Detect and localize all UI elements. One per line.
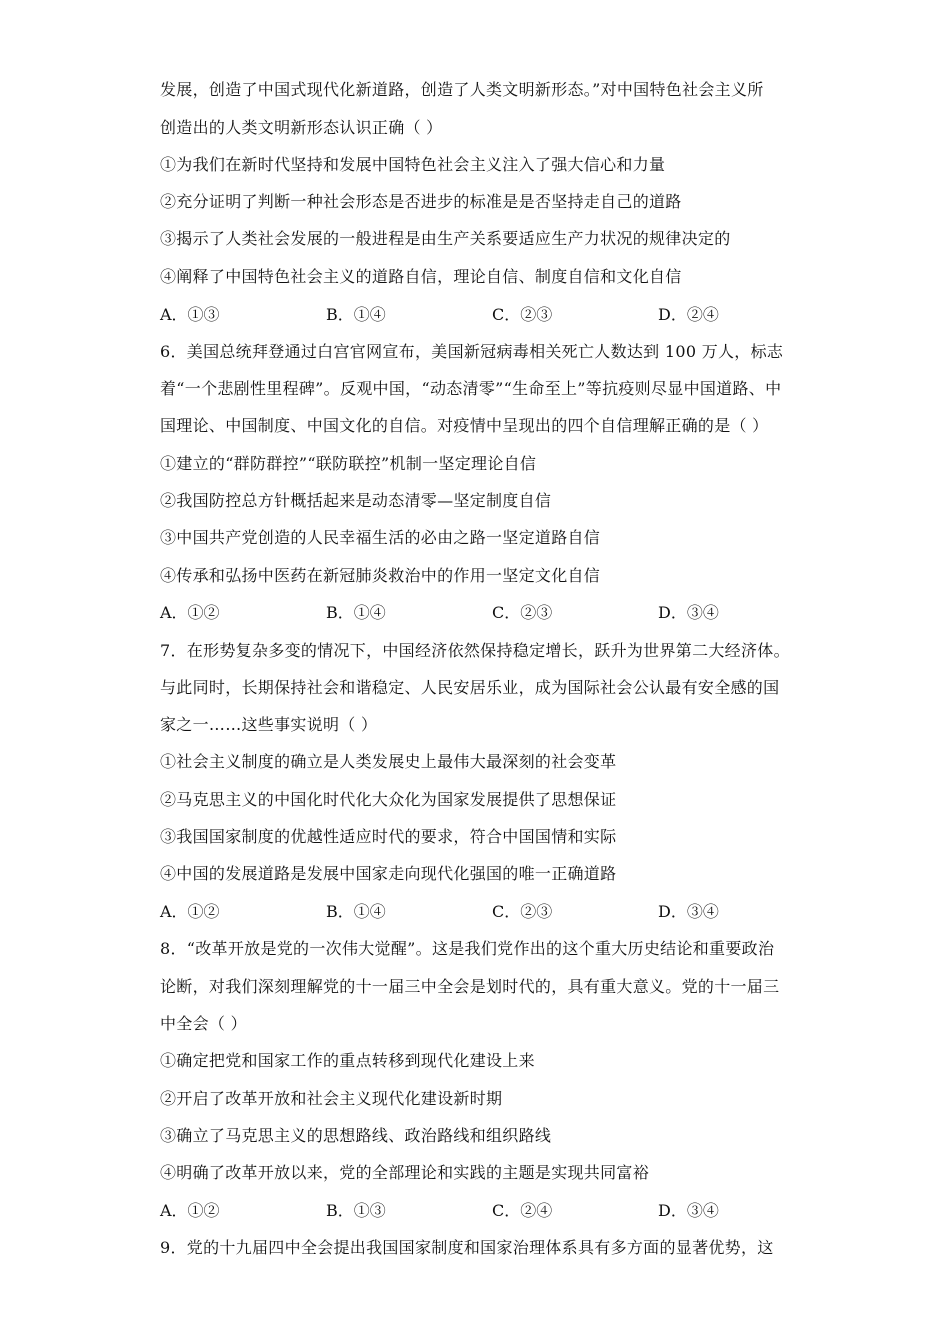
q5-line-1: 发展，创造了中国式现代化新道路，创造了人类文明新形态。”对中国特色社会主义所 bbox=[160, 80, 764, 99]
q5-option-d[interactable]: D．②④ bbox=[658, 305, 719, 324]
q7-option-b[interactable]: B．①④ bbox=[326, 902, 386, 921]
q7-statement-1: ①社会主义制度的确立是人类发展史上最伟大最深刻的社会变革 bbox=[160, 752, 617, 771]
q8-line-1: 8．“改革开放是党的一次伟大觉醒”。这是我们党作出的这个重大历史结论和重要政治 bbox=[160, 939, 775, 958]
q7-option-d[interactable]: D．③④ bbox=[658, 902, 719, 921]
q5-line-2: 创造出的人类文明新形态认识正确（ ） bbox=[160, 118, 443, 137]
q6-option-a[interactable]: A．①② bbox=[160, 603, 220, 622]
q8-statement-4: ④明确了改革开放以来，党的全部理论和实践的主题是实现共同富裕 bbox=[160, 1163, 650, 1182]
q5-option-c[interactable]: C．②③ bbox=[492, 305, 553, 324]
q6-options bbox=[160, 603, 800, 623]
q6-statement-1: ①建立的“群防群控”“联防联控”机制一坚定理论自信 bbox=[160, 454, 537, 473]
q8-statement-3: ③确立了马克思主义的思想路线、政治路线和组织路线 bbox=[160, 1126, 552, 1145]
q8-option-a[interactable]: A．①② bbox=[160, 1201, 220, 1220]
q7-line-1: 7．在形势复杂多变的情况下，中国经济依然保持稳定增长，跃升为世界第二大经济体。 bbox=[160, 641, 790, 660]
q8-option-d[interactable]: D．③④ bbox=[658, 1201, 719, 1220]
q5-options bbox=[160, 305, 800, 325]
q5-option-b[interactable]: B．①④ bbox=[326, 305, 386, 324]
q5-statement-3: ③揭示了人类社会发展的一般进程是由生产关系要适应生产力状况的规律决定的 bbox=[160, 229, 731, 248]
q8-options bbox=[160, 1201, 800, 1221]
q6-line-3: 国理论、中国制度、中国文化的自信。对疫情中呈现出的四个自信理解正确的是（ ） bbox=[160, 416, 769, 435]
q8-option-c[interactable]: C．②④ bbox=[492, 1201, 553, 1220]
q6-line-2: 着“一个悲剧性里程碑”。反观中国，“动态清零”“生命至上”等抗疫则尽显中国道路、中 bbox=[160, 379, 782, 398]
q6-statement-4: ④传承和弘扬中医药在新冠肺炎救治中的作用一坚定文化自信 bbox=[160, 566, 601, 585]
q7-options bbox=[160, 902, 800, 922]
q5-statement-1: ①为我们在新时代坚持和发展中国特色社会主义注入了强大信心和力量 bbox=[160, 155, 666, 174]
q5-statement-2: ②充分证明了判断一种社会形态是否进步的标准是是否坚持走自己的道路 bbox=[160, 192, 682, 211]
q8-line-3: 中全会（ ） bbox=[160, 1014, 247, 1033]
q5-statement-4: ④阐释了中国特色社会主义的道路自信，理论自信、制度自信和文化自信 bbox=[160, 267, 682, 286]
q7-option-a[interactable]: A．①② bbox=[160, 902, 220, 921]
q7-statement-4: ④中国的发展道路是发展中国家走向现代化强国的唯一正确道路 bbox=[160, 864, 617, 883]
q8-option-b[interactable]: B．①③ bbox=[326, 1201, 386, 1220]
q8-statement-2: ②开启了改革开放和社会主义现代化建设新时期 bbox=[160, 1089, 503, 1108]
q6-line-1: 6．美国总统拜登通过白宫官网宣布，美国新冠病毒相关死亡人数达到 100 万人，标志 bbox=[160, 342, 784, 361]
q5-option-a[interactable]: A．①③ bbox=[160, 305, 220, 324]
q7-statement-3: ③我国国家制度的优越性适应时代的要求，符合中国国情和实际 bbox=[160, 827, 617, 846]
q8-statement-1: ①确定把党和国家工作的重点转移到现代化建设上来 bbox=[160, 1051, 535, 1070]
q9-line-1: 9．党的十九届四中全会提出我国国家制度和国家治理体系具有多方面的显著优势，这 bbox=[160, 1238, 774, 1257]
q6-option-c[interactable]: C．②③ bbox=[492, 603, 553, 622]
q7-option-c[interactable]: C．②③ bbox=[492, 902, 553, 921]
q7-line-3: 家之一……这些事实说明（ ） bbox=[160, 715, 378, 734]
q8-line-2: 论断，对我们深刻理解党的十一届三中全会是划时代的，具有重大意义。党的十一届三 bbox=[160, 977, 780, 996]
q6-option-d[interactable]: D．③④ bbox=[658, 603, 719, 622]
q6-statement-2: ②我国防控总方针概括起来是动态清零—坚定制度自信 bbox=[160, 491, 552, 510]
q7-line-2: 与此同时，长期保持社会和谐稳定、人民安居乐业，成为国际社会公认最有安全感的国 bbox=[160, 678, 780, 697]
q7-statement-2: ②马克思主义的中国化时代化大众化为国家发展提供了思想保证 bbox=[160, 790, 617, 809]
q6-statement-3: ③中国共产党创造的人民幸福生活的必由之路一坚定道路自信 bbox=[160, 528, 601, 547]
q6-option-b[interactable]: B．①④ bbox=[326, 603, 386, 622]
